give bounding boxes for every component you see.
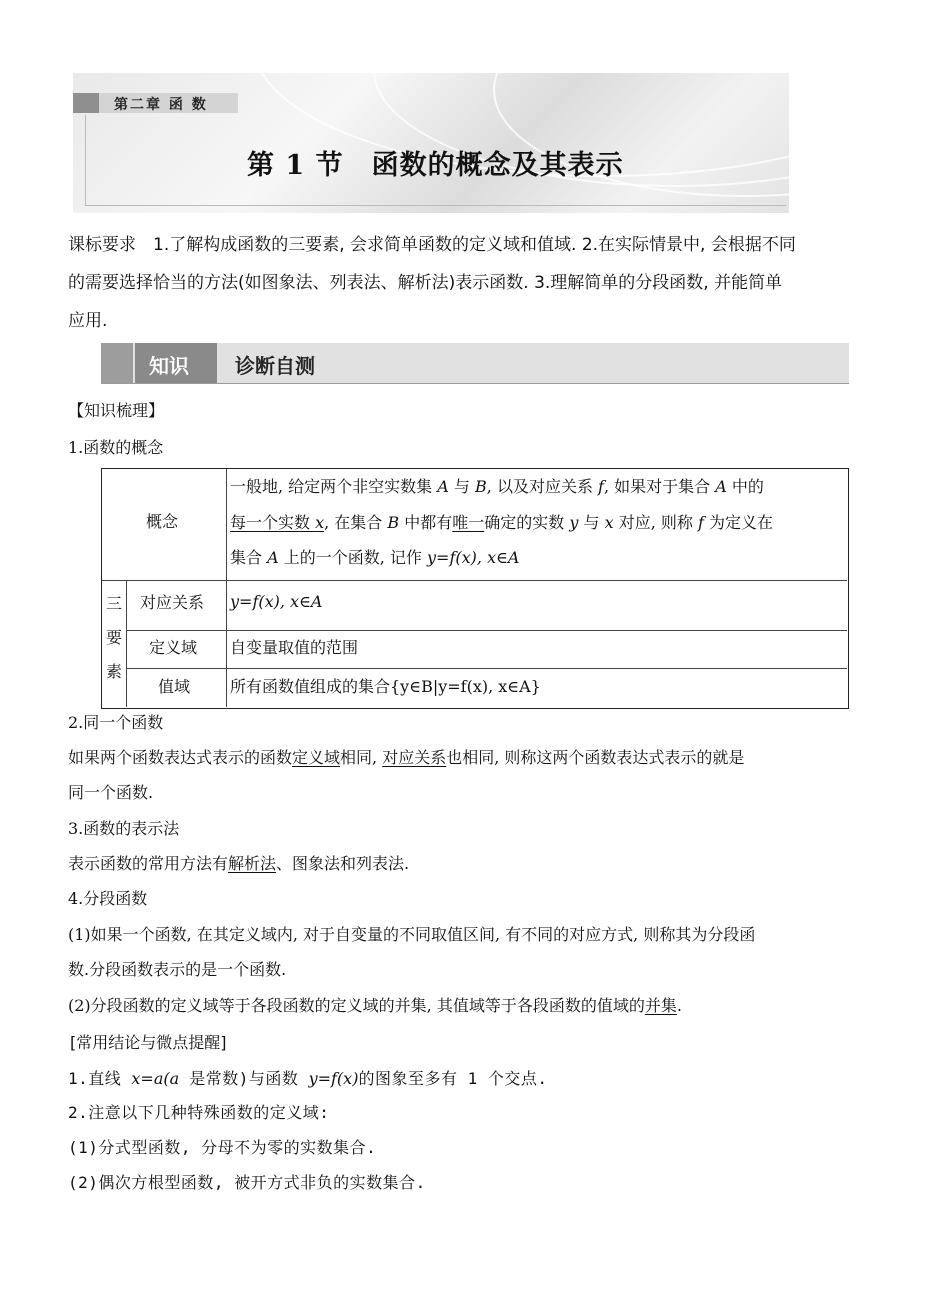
knowledge-heading: 【知识梳理】 — [68, 401, 165, 420]
course-requirements — [68, 226, 880, 340]
item2-line-2: 同一个函数. — [68, 783, 154, 802]
item4-para1-line1: (1)如果一个函数, 在其定义域内, 对于自变量的不同取值区间, 有不同的对应方式, 则称其为分段函 — [68, 925, 756, 944]
chapter-label: 第二章 函 数 — [114, 97, 208, 113]
row-label-range: 值域 — [158, 677, 191, 696]
three-elements-label: 三 要 素 — [106, 594, 123, 681]
row-content-mapping: y=f(x), x∈A — [230, 592, 323, 611]
item2-line-1: 如果两个函数表达式表示的函数定义域相同, 对应关系也相同, 则称这两个函数表达式表示的就是 — [68, 748, 745, 767]
row-content-range: 所有函数值组成的集合{y∈B|y=f(x), x∈A} — [230, 677, 541, 696]
concept-line-2: 每一个实数 x, 在集合 B 中都有唯一确定的实数 y 与 x 对应, 则称 f 为定义在 — [230, 513, 773, 532]
tip-4: (2)偶次方根型函数, 被开方式非负的实数集合. — [68, 1173, 426, 1192]
tips-heading: [常用结论与微点提醒] — [70, 1033, 227, 1052]
concept-line-1: 一般地, 给定两个非空实数集 A 与 B, 以及对应关系 f, 如果对于集合 A 中的 — [230, 477, 764, 496]
function-concept-table — [101, 468, 849, 709]
row-label-mapping: 对应关系 — [140, 593, 205, 612]
tip-3: (1)分式型函数, 分母不为零的实数集合. — [68, 1138, 377, 1157]
concept-label: 概念 — [146, 512, 179, 531]
concept-line-3: 集合 A 上的一个函数, 记作 y=f(x), x∈A — [230, 548, 520, 567]
section-title: 第 1 节 函数的概念及其表示 — [247, 150, 624, 181]
tip-2: 2.注意以下几种特殊函数的定义域: — [68, 1103, 330, 1122]
section-bar-title: 诊断自测 — [235, 354, 315, 378]
item4-para1-line2: 数.分段函数表示的是一个函数. — [68, 960, 287, 979]
item3-text: 表示函数的常用方法有解析法、图象法和列表法. — [68, 854, 410, 873]
item-title: 1.函数的概念 — [68, 438, 164, 457]
chapter-tab-marker — [73, 93, 99, 113]
section-bar-label: 知识 — [149, 354, 189, 378]
requirements-line: 的需要选择恰当的方法(如图象法、列表法、解析法)表示函数. 3.理解简单的分段函数, 并能简单 — [68, 273, 783, 293]
item4-para2: (2)分段函数的定义域等于各段函数的定义域的并集, 其值域等于各段函数的值域的并集. — [68, 996, 682, 1015]
item-title: 2.同一个函数 — [68, 713, 164, 732]
requirements-line: 课标要求 1.了解构成函数的三要素, 会求简单函数的定义域和值域. 2.在实际情景中, 会根据不同 — [68, 235, 796, 255]
requirements-line: 应用. — [68, 311, 108, 331]
section-bar-marker — [101, 343, 133, 383]
item-title: 4.分段函数 — [68, 889, 148, 908]
tip-1: 1.直线 x=a(a 是常数)与函数 y=f(x)的图象至多有 1 个交点. — [68, 1069, 548, 1088]
row-content-domain: 自变量取值的范围 — [230, 638, 359, 657]
item-title: 3.函数的表示法 — [68, 819, 180, 838]
row-label-domain: 定义域 — [149, 638, 198, 657]
